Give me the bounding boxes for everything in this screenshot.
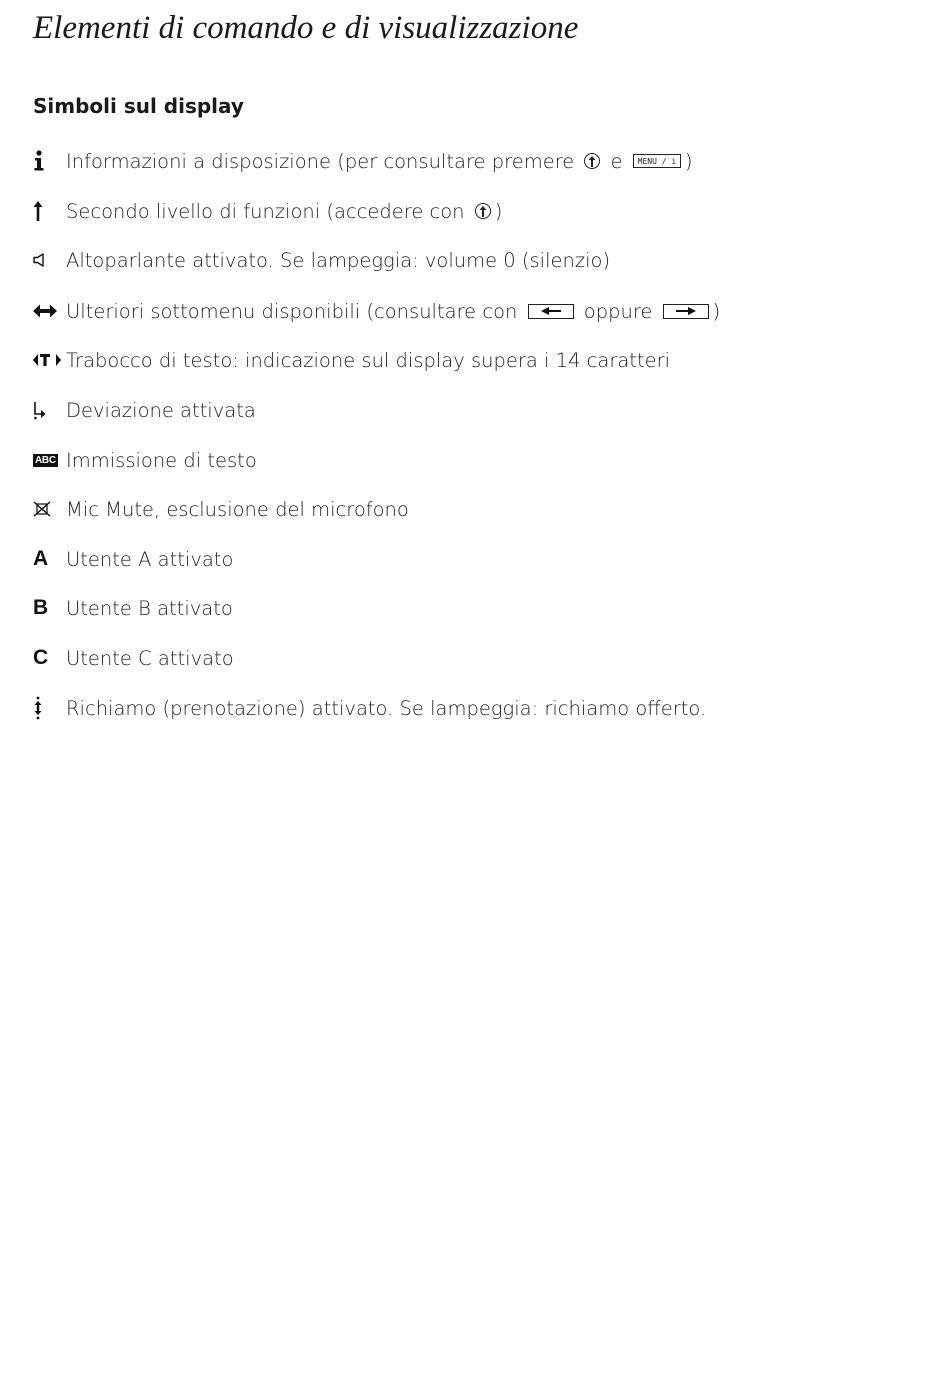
up-arrow-icon bbox=[30, 196, 62, 226]
left-key-icon bbox=[528, 304, 574, 319]
list-item-user-a bbox=[30, 544, 233, 574]
right-key-icon bbox=[663, 304, 709, 319]
text-overflow-icon bbox=[30, 345, 62, 375]
info-icon bbox=[30, 146, 62, 176]
list-item-callback bbox=[30, 693, 706, 723]
list-item-mute bbox=[30, 494, 409, 524]
callback-description: Richiamo (prenotazione) attivato. Se lampeggia: richiamo offerto. bbox=[66, 696, 707, 720]
list-item-forward bbox=[30, 395, 256, 425]
mute-description: Mic Mute, esclusione del microfono bbox=[66, 497, 409, 521]
submenu-description: Ulteriori sottomenu disponibili (consultare con oppure ) bbox=[66, 299, 721, 323]
callback-icon bbox=[30, 693, 62, 723]
list-item-overflow bbox=[30, 345, 670, 375]
shift-description: Secondo livello di funzioni (accedere con ) bbox=[66, 199, 503, 223]
shift-key-icon bbox=[475, 203, 491, 219]
speaker-icon bbox=[30, 245, 62, 275]
section-heading: Simboli sul display bbox=[33, 94, 244, 118]
user-a-icon: A bbox=[33, 547, 49, 570]
call-forward-icon bbox=[30, 395, 62, 425]
text-input-description: Immissione di testo bbox=[66, 448, 257, 472]
user-c-icon: C bbox=[33, 646, 49, 669]
list-item-info bbox=[30, 146, 693, 176]
info-description: Informazioni a disposizione (per consultare premere e MENU / i ) bbox=[66, 149, 693, 173]
user-b-description: Utente B attivato bbox=[66, 596, 233, 620]
user-b-icon: B bbox=[33, 596, 49, 619]
list-item-submenu bbox=[30, 296, 720, 326]
forward-description: Deviazione attivata bbox=[66, 398, 256, 422]
user-a-description: Utente A attivato bbox=[66, 547, 234, 571]
list-item-speaker bbox=[30, 245, 610, 275]
mic-mute-icon bbox=[30, 494, 62, 524]
list-item-user-c bbox=[30, 643, 234, 673]
list-item-text-input bbox=[30, 445, 257, 475]
shift-key-icon bbox=[584, 153, 600, 169]
left-right-arrow-icon bbox=[30, 296, 62, 326]
abc-icon: ABC bbox=[35, 454, 56, 466]
page-title: Elementi di comando e di visualizzazione bbox=[33, 10, 579, 46]
overflow-description: Trabocco di testo: indicazione sul display supera i 14 caratteri bbox=[66, 348, 671, 372]
list-item-user-b bbox=[30, 593, 233, 623]
speaker-description: Altoparlante attivato. Se lampeggia: volume 0 (silenzio) bbox=[66, 248, 611, 272]
user-c-description: Utente C attivato bbox=[66, 646, 234, 670]
menu-key-icon: MENU / i bbox=[633, 154, 681, 168]
list-item-shift bbox=[30, 196, 502, 226]
